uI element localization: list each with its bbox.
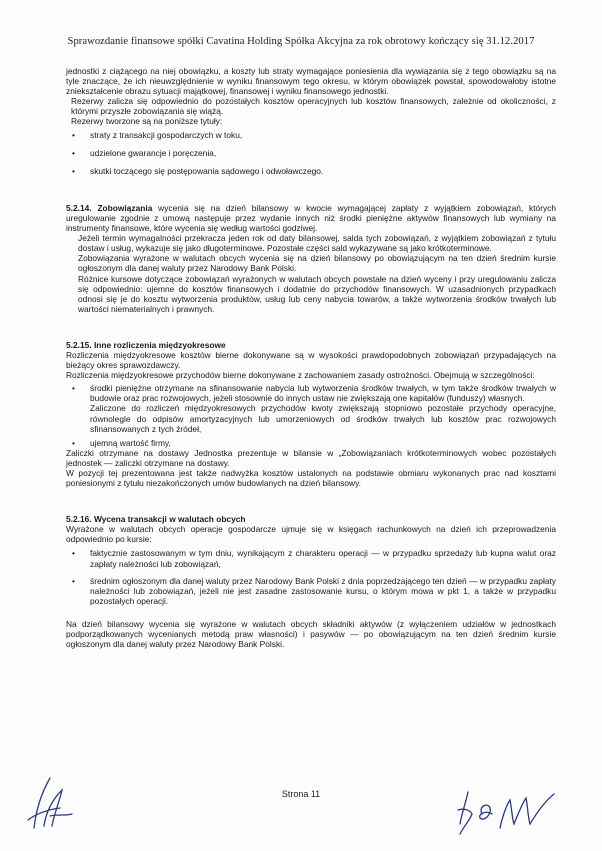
page-number: Strona 11 [281, 789, 321, 799]
section-title: Zobowiązania [97, 202, 153, 213]
signature-left [20, 770, 80, 832]
bullet-icon: • [72, 437, 75, 448]
section-5-2-14 [66, 203, 556, 314]
provisions-titles-intro: Rezerwy tworzone są na poniższe tytuły: [71, 116, 223, 127]
liabilities-fx-paragraph: Zobowiązania wyrażone w walutach obcych wycenia się na dzień bilansowy po obowiązującym na ten dzień średnim kursie ogłoszonym dla danej waluty przez Narodowy Bank Polski. [78, 253, 556, 274]
advances-paragraph: Zaliczki otrzymane na dostawy Jednostka prezentuje w bilansie w „Zobowiązaniach krótkoterminowych wobec pozostałych jednostek — zaliczki otrzymane na dostawy. [66, 447, 556, 468]
page-content [66, 66, 556, 649]
bullet-icon: • [72, 147, 75, 158]
section-number: 5.2.14. [66, 202, 92, 213]
list-item: • faktycznie zastosowanym w tym dniu, wynikającym z charakteru operacji — w przypadku sprzedaży lub kupna walut oraz zapłaty należności lub zobowiązań, [72, 548, 556, 569]
liabilities-differences-paragraph: Różnice kursowe dotyczące zobowiązań wyrażonych w walutach obcych powstałe na dzień wyceny i przy uregulowaniu zalicza się odpowiednio: ujemne do kosztów finansowych i dodatnie do przychodów finansowych. W uzasadnionych przypadkach odnosi się je do kosztu wytworzenia produktów, usług lub ceny nabycia towarów, a także wytworzenia środków trwałych lub wartości niematerialnych i prawnych. [78, 273, 556, 314]
list-item: • udzielone gwarancje i poręczenia, [72, 147, 217, 158]
bullet-icon: • [72, 165, 75, 176]
list-item: • średnim ogłoszonym dla danej waluty przez Narodowy Bank Polski z dnia poprzedzającego ten dzień — w przypadku zapłaty należności lub zobowiązań, jeżeli nie jest zasadne zastosowanie kursu, o którym mowa w pkt 1, a także w przypadku pozostałych operacji. [72, 575, 556, 606]
fx-rates-list [66, 548, 556, 605]
section-title: 5.2.15. Inne rozliczenia międzyokresowe [66, 339, 226, 350]
provisions-allocation-paragraph: Rezerwy zalicza się odpowiednio do pozostałych kosztów operacyjnych lub kosztów finansowych, zależnie od okoliczności, z którymi przyszłe zobowiązania się wiążą. [71, 96, 556, 117]
page-header: Sprawozdanie finansowe spółki Cavatina Holding Spółka Akcyjna za rok obrotowy kończący się 31.12.2017 [67, 36, 535, 47]
surplus-costs-paragraph: W pozycji tej prezentowana jest także nadwyżka kosztów ustalonych na podstawie obmiaru wykonanych prac nad kosztami poniesionymi z tytułu niezakończonych umów budowlanych na dzień bilansowy. [66, 468, 556, 489]
section-5-2-16 [66, 514, 556, 649]
balance-sheet-fx-paragraph: Na dzień bilansowy wycenia się wyrażone w walutach obcych składniki aktywów (z wyłączeniem udziałów w jednostkach podporządkowanych wycenianych metodą praw własności) i pasywów — po obowiązującym na ten dzień średnim kursie ogłoszonym dla danej waluty przez Narodowy Bank Polski. [66, 618, 556, 650]
section-5-2-15 [66, 340, 556, 488]
bullet-icon: • [72, 383, 75, 394]
bullet-icon: • [72, 129, 75, 140]
fx-operations-paragraph: Wyrażone w walutach obcych operacje gospodarcze ujmuje się w księgach rachunkowych na dzień ich przeprowadzenia odpowiednio po kursie: [66, 524, 556, 545]
list-item: • straty z transakcji gospodarczych w toku, [72, 129, 243, 140]
section-title: 5.2.16. Wycena transakcji w walutach obcych [66, 514, 246, 525]
accruals-costs-paragraph: Rozliczenia międzyokresowe kosztów bierne dokonywane są w wysokości prawdopodobnych zobowiązań przypadających na bieżący okres sprawozdawczy. [66, 349, 556, 371]
list-item: • skutki toczącego się postępowania sądowego i odwoławczego. [72, 165, 324, 176]
bullet-icon: • [72, 575, 75, 586]
list-item: • ujemną wartość firmy, [72, 437, 171, 448]
liabilities-term-paragraph: Jeżeli termin wymagalności przekracza jeden rok od daty bilansowej, salda tych zobowiązań, z wyjątkiem zobowiązań z tytułu dostaw i usług, wykazuje się jako długoterminowe. Pozostałe części sald wykazywane są jako krótkoterminowe. [78, 233, 556, 254]
accruals-list [66, 383, 556, 448]
bullet-icon: • [72, 548, 75, 559]
provisions-list [66, 130, 556, 176]
accruals-revenues-paragraph: Rozliczenia międzyokresowe przychodów bierne dokonywane z zachowaniem zasady ostrożności. Obejmują w szczególności: [66, 370, 535, 381]
list-item: • środki pieniężne otrzymane na sfinansowanie nabycia lub wytworzenia środków trwałych, w tym także środków trwałych w budowie oraz prac rozwojowych, jeżeli stosownie do innych ustaw nie zwiększają one kapitałów (funduszy) własnych. Zaliczone do rozliczeń międzyokresowych przychodów kwoty zwiększają stopniowo pozostałe przychody operacyjne, równolegle do odpisów amortyzacyjnych lub umorzeniowych od środków trwałych lub kosztów prac rozwojowych sfinansowanych z tych źródeł, [72, 383, 556, 434]
signature-right [452, 784, 562, 839]
liabilities-lead-paragraph: 5.2.14. Zobowiązania wycenia się na dzień bilansowy w kwocie wymagającej zapłaty z wyjątkiem zobowiązań, których uregulowanie zgodnie z umową następuje przez wydanie innych niż środki pieniężne aktywów finansowych lub wymiany na instrumenty finansowe, które wycenia się według wartości godziwej. [66, 202, 557, 234]
provisions-paragraph: jednostki z ciążącego na niej obowiązku, a koszty lub straty wymagające poniesienia dla wywiązania się z tego obowiązku są na tyle znaczące, że ich nieuwzględnienie w wyniku finansowym tego okresu, w którym obowiązek powstał, spowodowałoby istotne zniekształcenie obrazu sytuacji majątkowej, finansowej i wyniku finansowego jednostki. [66, 66, 556, 97]
